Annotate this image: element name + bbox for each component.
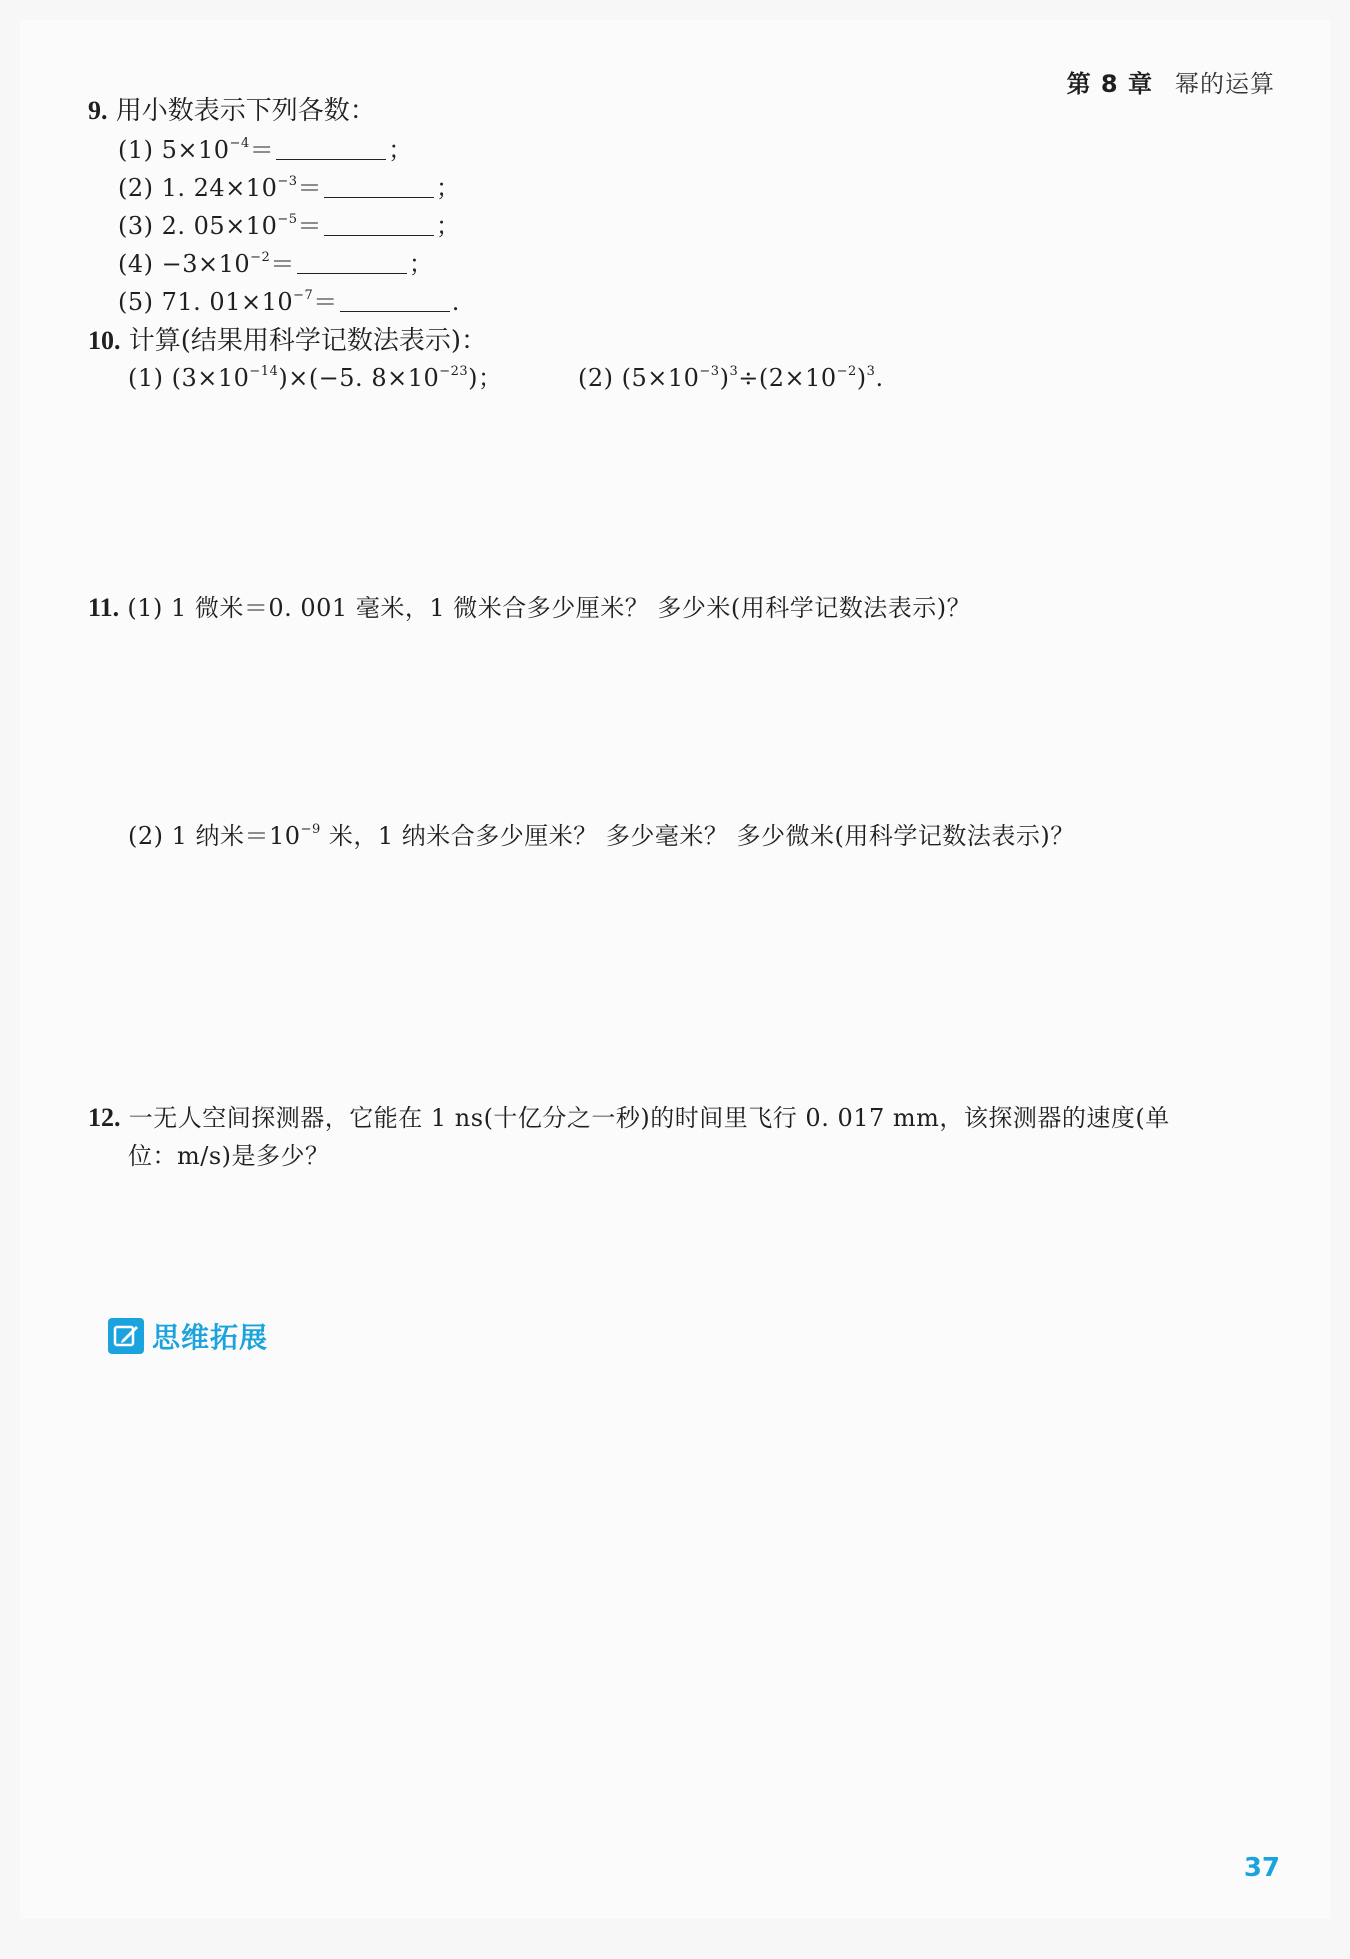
q9-item-4 (118, 252, 433, 276)
exponent: −7 (293, 288, 314, 303)
question-text: 计算(结果用科学记数法表示)： (128, 326, 488, 356)
expr: )； (468, 364, 503, 392)
q9-item-1 (118, 138, 413, 162)
exponent: −2 (836, 364, 857, 379)
exponent: −5 (277, 212, 298, 227)
exponent: −3 (699, 364, 720, 379)
exponent: −9 (300, 822, 321, 837)
workbook-page (20, 20, 1330, 1919)
punct: ； (436, 174, 461, 202)
punct: ； (408, 250, 434, 278)
question-9-prompt (88, 98, 376, 124)
answer-blank[interactable] (324, 215, 434, 236)
question-11-part-2 (128, 824, 1075, 848)
expr: (2) 1 纳米＝10 (128, 822, 301, 850)
equals: ＝ (249, 136, 275, 164)
question-number: 11. (88, 593, 120, 622)
q10-part-2 (578, 366, 884, 390)
chapter-number: 第 8 章 (1066, 70, 1153, 98)
expr: (2) (5×10 (578, 364, 700, 392)
expr: . (875, 364, 884, 392)
question-text: 一无人空间探测器，它能在 1 ns(十亿分之一秒)的时间里飞行 0. 017 mm，该探测器的速度(单 (128, 1104, 1170, 1132)
exponent: −2 (250, 250, 271, 265)
question-12-line-1 (88, 1105, 1170, 1131)
equals: ＝ (270, 250, 295, 278)
item-label: (5) 71. 01×10 (118, 288, 294, 316)
answer-blank[interactable] (340, 291, 450, 312)
exponent: 3 (866, 364, 876, 379)
question-number: 10. (88, 326, 121, 355)
question-12-line-2: 位：m/s)是多少？ (128, 1142, 330, 1170)
question-10-prompt (88, 328, 487, 354)
q10-part-1 (128, 366, 503, 390)
question-text: (1) 1 微米＝0. 001 毫米，1 微米合多少厘米？ 多少米(用科学记数法表示)？ (127, 594, 972, 622)
chapter-title: 幂的运算 (1175, 70, 1275, 98)
q9-item-5 (118, 290, 460, 314)
expr: 米，1 纳米合多少厘米？ 多少毫米？ 多少微米(用科学记数法表示)？ (320, 822, 1075, 850)
exponent: 3 (729, 364, 739, 379)
punct: . (451, 288, 460, 316)
question-11-part-1 (88, 595, 971, 621)
exponent: −3 (277, 174, 298, 189)
section-header (108, 1316, 268, 1356)
punct: ； (388, 136, 413, 164)
expr: )×(−5. 8×10 (278, 364, 440, 392)
equals: ＝ (313, 288, 338, 316)
expr: ) (719, 364, 730, 392)
item-label: (1) 5×10 (118, 136, 230, 164)
question-number: 12. (88, 1103, 121, 1132)
page-number: 37 (1243, 1853, 1280, 1883)
pencil-paper-icon (108, 1318, 144, 1354)
exponent: −14 (249, 364, 279, 379)
q9-item-3 (118, 214, 461, 238)
answer-blank[interactable] (276, 139, 386, 160)
section-title: 思维拓展 (152, 1321, 269, 1354)
expr: ÷(2×10 (738, 364, 837, 392)
chapter-header (1067, 64, 1275, 99)
question-text: 用小数表示下列各数： (115, 96, 376, 126)
exponent: −23 (439, 364, 469, 379)
item-label: (2) 1. 24×10 (118, 174, 278, 202)
q9-item-2 (118, 176, 461, 200)
question-number: 9. (88, 96, 108, 125)
item-label: (3) 2. 05×10 (118, 212, 278, 240)
expr: (1) (3×10 (128, 364, 250, 392)
item-label: (4) −3×10 (118, 250, 251, 278)
exponent: −4 (229, 136, 250, 151)
equals: ＝ (297, 212, 323, 240)
equals: ＝ (297, 174, 323, 202)
expr: ) (856, 364, 867, 392)
answer-blank[interactable] (297, 253, 407, 274)
punct: ； (436, 212, 461, 240)
answer-blank[interactable] (324, 177, 434, 198)
